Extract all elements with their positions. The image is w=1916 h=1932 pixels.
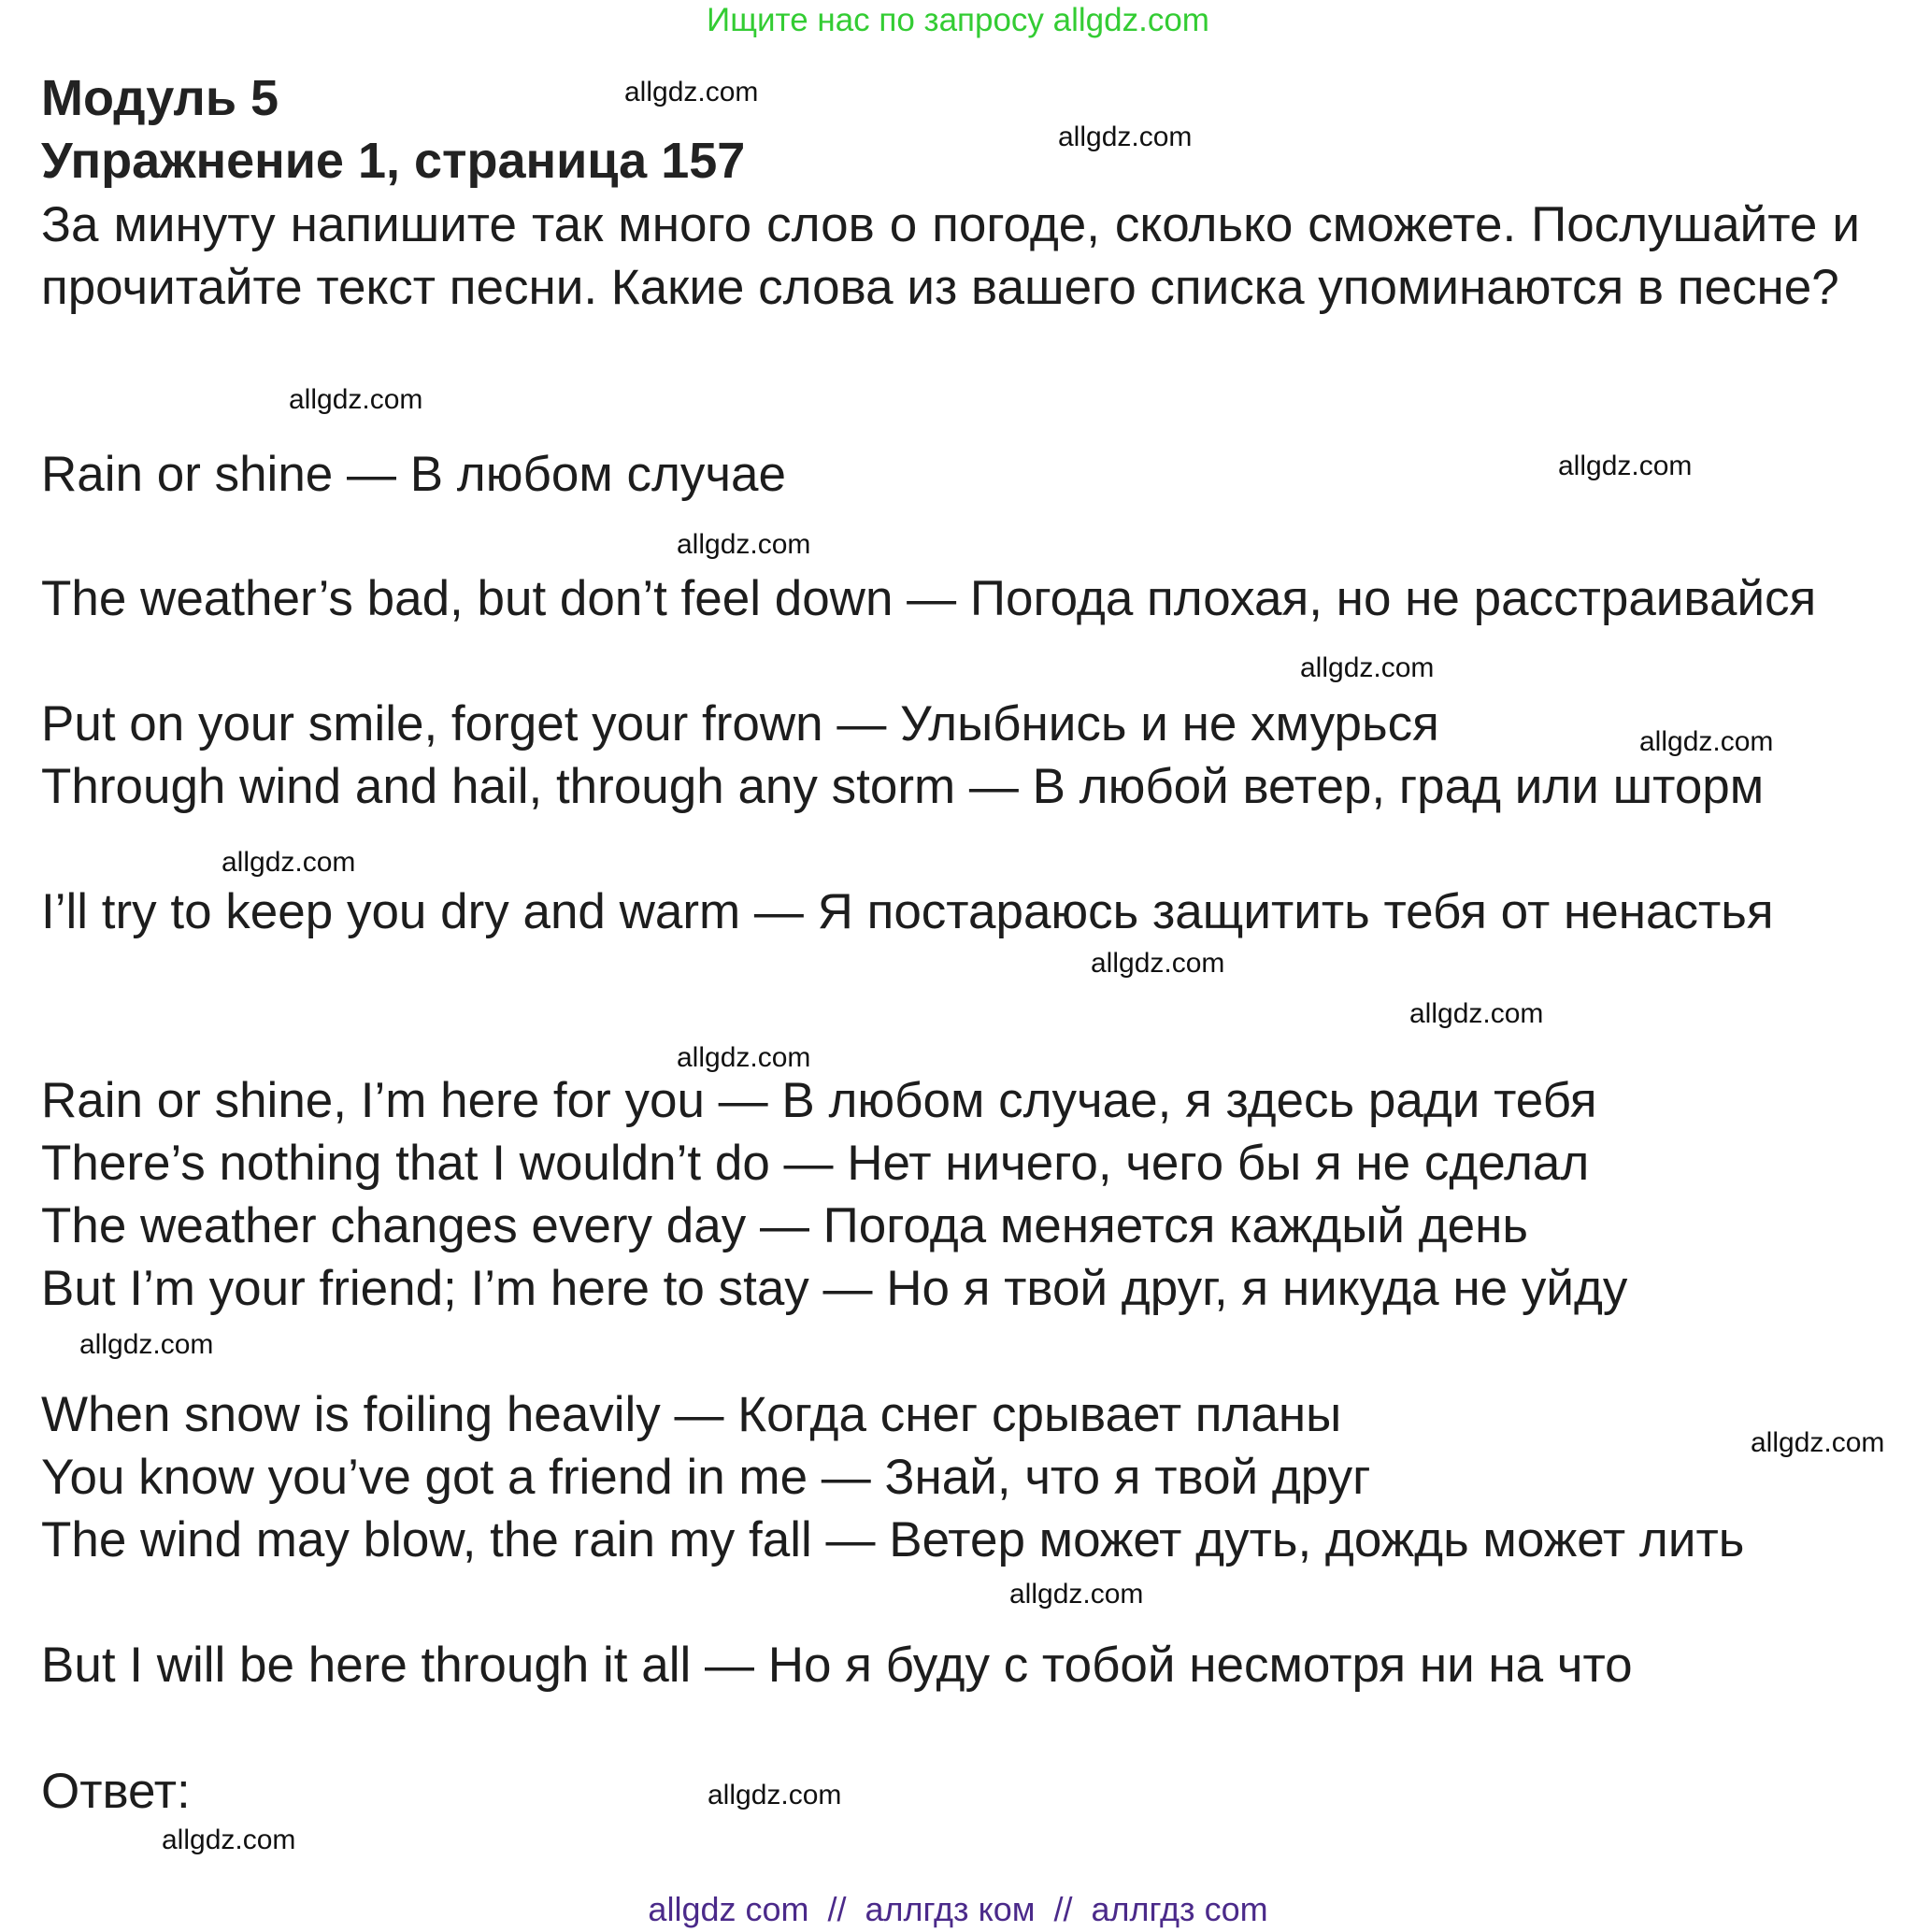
watermark: allgdz.com	[1091, 948, 1225, 979]
watermark: allgdz.com	[162, 1825, 296, 1855]
watermark: allgdz.com	[1058, 122, 1193, 152]
lyric-line: Through wind and hail, through any storm — В любой ветер, град или шторм	[41, 759, 1765, 814]
watermark: allgdz.com	[1639, 726, 1774, 757]
task-instructions: За минуту напишите так много слов о погоде, сколько сможете. Послушайте и прочитайте текст песни. Какие слова из вашего списка упоминаются в песне?	[41, 197, 1860, 315]
lyric-line: When snow is foiling heavily — Когда снег срывает планы	[41, 1387, 1342, 1442]
watermark: allgdz.com	[677, 1042, 811, 1073]
watermark: allgdz.com	[1751, 1427, 1885, 1458]
watermark: allgdz.com	[79, 1329, 214, 1360]
lyric-line: There’s nothing that I wouldn’t do — Нет ничего, чего бы я не сделал	[41, 1136, 1590, 1191]
lyric-line: I’ll try to keep you dry and warm — Я постараюсь защитить тебя от ненастья	[41, 884, 1774, 939]
lyric-line: But I will be here through it all — Но я буду с тобой несмотря ни на что	[41, 1638, 1633, 1693]
watermark: allgdz.com	[1558, 451, 1693, 481]
watermark: allgdz.com	[289, 384, 423, 415]
lyric-line: The wind may blow, the rain my fall — Ветер может дуть, дождь может лить	[41, 1512, 1745, 1567]
watermark: allgdz.com	[222, 847, 356, 878]
lyric-line: But I’m your friend; I’m here to stay — Но я твой друг, я никуда не уйду	[41, 1261, 1628, 1316]
module-title: Модуль 5	[41, 70, 279, 126]
watermark: allgdz.com	[708, 1780, 842, 1810]
watermark: allgdz.com	[624, 77, 759, 107]
lyric-line: The weather changes every day — Погода меняется каждый день	[41, 1198, 1528, 1253]
watermark: allgdz.com	[1009, 1579, 1144, 1610]
watermark: allgdz.com	[1409, 998, 1544, 1029]
lyric-line: The weather’s bad, but don’t feel down — Погода плохая, но не расстраивайся	[41, 571, 1817, 626]
lyric-line: You know you’ve got a friend in me — Знай, что я твой друг	[41, 1450, 1371, 1505]
footer-links: allgdz com // аллгдз ком // аллгдз com	[648, 1890, 1268, 1928]
watermark: allgdz.com	[1300, 652, 1435, 683]
lyric-line: Put on your smile, forget your frown — Улыбнись и не хмурься	[41, 696, 1439, 751]
exercise-title: Упражнение 1, страница 157	[41, 133, 746, 189]
lyric-line: Rain or shine, I’m here for you — В любом случае, я здесь ради тебя	[41, 1073, 1597, 1128]
watermark: allgdz.com	[677, 529, 811, 560]
top-banner: Ищите нас по запросу allgdz.com	[707, 2, 1209, 38]
answer-label: Ответ:	[41, 1764, 191, 1819]
song-title: Rain or shine — В любом случае	[41, 447, 786, 502]
